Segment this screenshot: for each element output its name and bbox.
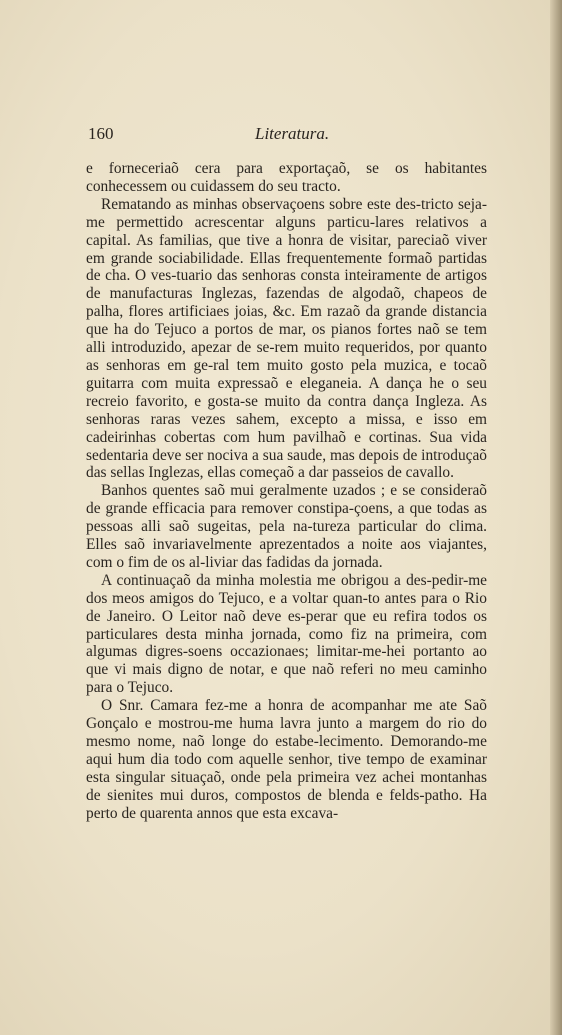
paragraph: O Snr. Camara fez-me a honra de acompanhar me ate Saõ Gonçalo e mostrou-me huma lavra junto a margem do rio do mesmo nome, naõ longe do estabe-lecimento. Demorando-me aqui hum dia todo com aquelle senhor, tive tempo de examinar esta singular situaçaõ, onde pela primeira vez achei montanhas de sienites mui duros, compostos de blenda e felds-patho. Ha perto de quarenta annos que esta excava- (86, 697, 487, 822)
paragraph: e forneceriaõ cera para exportaçaõ, se os habitantes conhecessem ou cuidassem do seu tracto. (86, 160, 487, 195)
paragraph: Banhos quentes saõ mui geralmente uzados ; e se consideraõ de grande efficacia para remover constipa-çoens, a que todas as pessoas alli saõ sugeitas, pela na-tureza particular do clima. Elles saõ invariavelmente aprezentados a noite aos viajantes, com o fim de os al-liviar das fadidas da jornada. (86, 482, 487, 571)
paragraph: Rematando as minhas observaçoens sobre este des-tricto seja-me permettido acrescentar alguns particu-lares relativos a capital. As familias, que tive a honra de visitar, pareciaõ viver em grande sociabilidade. Ellas frequentemente formaõ partidas de cha. O ves-tuario das senhoras consta inteiramente de artigos de manufacturas Inglezas, fazendas de algodaõ, chapeos de palha, flores artificiaes joias, &c. Em razaõ da grande distancia que ha do Tejuco a portos de mar, os pianos fortes naõ se tem alli introduzido, apezar de se-rem muito requeridos, por quanto as senhoras em ge-ral tem muito gosto pela muzica, e tocaõ guitarra com muita expressaõ e eleganeia. A dança he o seu recreio favorito, e gosta-se muito da contra dança Ingleza. As senhoras raras vezes sahem, excepto a missa, e isso em cadeirinhas cobertas com hum pavilhaõ e cortinas. Sua vida sedentaria deve ser nociva a sua saude, mas depois de introduçaõ das sellas Inglezas, ellas começaõ a dar passeios de cavallo. (86, 195, 487, 482)
text-body (86, 160, 487, 823)
page-edge (550, 0, 562, 1035)
page-number: 160 (88, 124, 114, 143)
paragraph: A continuaçaõ da minha molestia me obrigou a des-pedir-me dos meos amigos do Tejuco, e a voltar quan-to antes para o Rio de Janeiro. O Leitor naõ deve es-perar que eu refira todos os particulares desta minha jornada, como fiz na primeira, com algumas digres-soens occazionaes; limitar-me-hei portanto ao que vi mais digno de notar, e que naõ referi no meu caminho para o Tejuco. (86, 571, 487, 697)
page-header (88, 124, 488, 146)
running-head: Literatura. (255, 124, 330, 143)
